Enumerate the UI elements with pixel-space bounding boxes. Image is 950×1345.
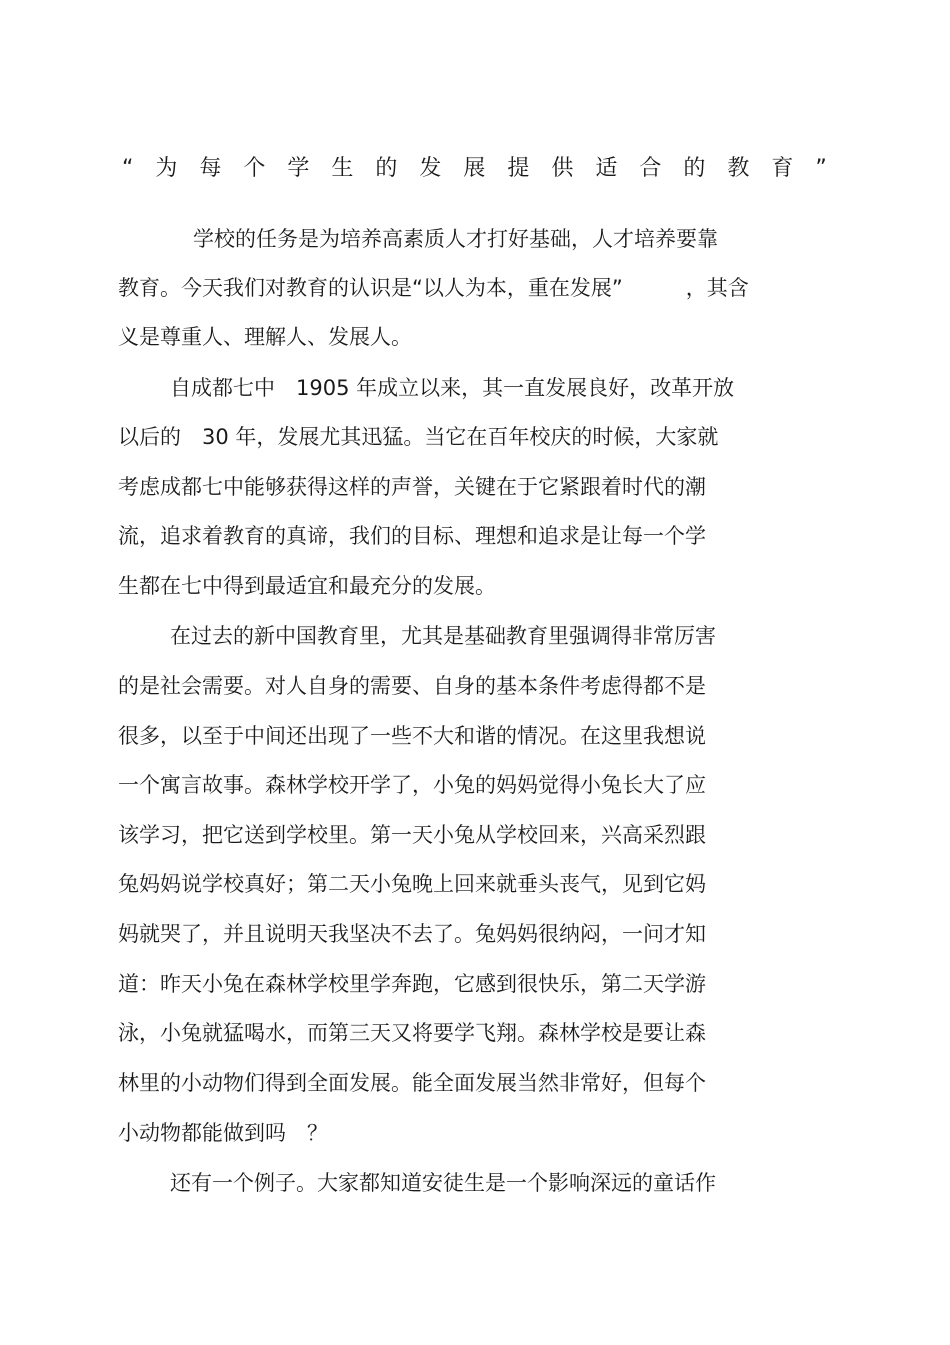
document-title [122,154,827,184]
paragraph-line: 小动物都能做到吗 ？ [118,1121,328,1145]
paragraph-line: 教育。今天我们对教育的认识是“以人为本，重在发展” ，其含 [118,276,749,300]
title-char: 的 [375,156,398,181]
title-char: 合 [639,156,662,181]
title-char: 个 [243,156,266,181]
paragraph-line: 一个寓言故事。森林学校开学了，小兔的妈妈觉得小兔长大了应 [118,773,706,797]
paragraph-line: 以后的 30 年，发展尤其迅猛。当它在百年校庆的时候，大家就 [118,425,719,449]
title-char: “ [122,156,134,181]
paragraph-line: 林里的小动物们得到全面发展。能全面发展当然非常好，但每个 [118,1071,706,1095]
title-char: 适 [595,156,618,181]
paragraph-line: 流，追求着教育的真谛，我们的目标、理想和追求是让每一个学 [118,524,706,548]
title-char: 每 [199,156,222,181]
title-char: 学 [287,156,310,181]
title-char: 提 [507,156,530,181]
title-char: ” [815,156,827,181]
title-char: 教 [727,156,750,181]
title-char: 育 [771,156,794,181]
paragraph-line: 学校的任务是为培养高素质人才打好基础，人才培养要靠 [193,227,718,251]
paragraph-line: 很多，以至于中间还出现了一些不大和谐的情况。在这里我想说 [118,724,706,748]
paragraph-line: 生都在七中得到最适宜和最充分的发展。 [118,574,496,598]
paragraph-line: 考虑成都七中能够获得这样的声誉，关键在于它紧跟着时代的潮 [118,475,706,499]
title-char: 供 [551,156,574,181]
paragraph-line: 泳，小兔就猛喝水，而第三天又将要学飞翔。森林学校是要让森 [118,1021,706,1045]
paragraph-line: 兔妈妈说学校真好；第二天小兔晚上回来就垂头丧气，见到它妈 [118,872,706,896]
paragraph-line: 该学习，把它送到学校里。第一天小兔从学校回来，兴高采烈跟 [118,823,706,847]
paragraph-line: 还有一个例子。大家都知道安徒生是一个影响深远的童话作 [170,1171,716,1195]
paragraph-line: 道：昨天小兔在森林学校里学奔跑，它感到很快乐，第二天学游 [118,972,706,996]
paragraph-line: 妈就哭了，并且说明天我坚决不去了。兔妈妈很纳闷，一问才知 [118,922,706,946]
paragraph-line: 的是社会需要。对人自身的需要、自身的基本条件考虑得都不是 [118,674,706,698]
paragraph-line: 义是尊重人、理解人、发展人。 [118,325,412,349]
title-char: 生 [331,156,354,181]
paragraph-line: 自成都七中 1905 年成立以来，其一直发展良好，改革开放 [170,376,735,400]
title-char: 发 [419,156,442,181]
title-char: 为 [155,156,178,181]
title-char: 的 [683,156,706,181]
paragraph-line: 在过去的新中国教育里，尤其是基础教育里强调得非常厉害 [170,624,716,648]
title-char: 展 [463,156,486,181]
